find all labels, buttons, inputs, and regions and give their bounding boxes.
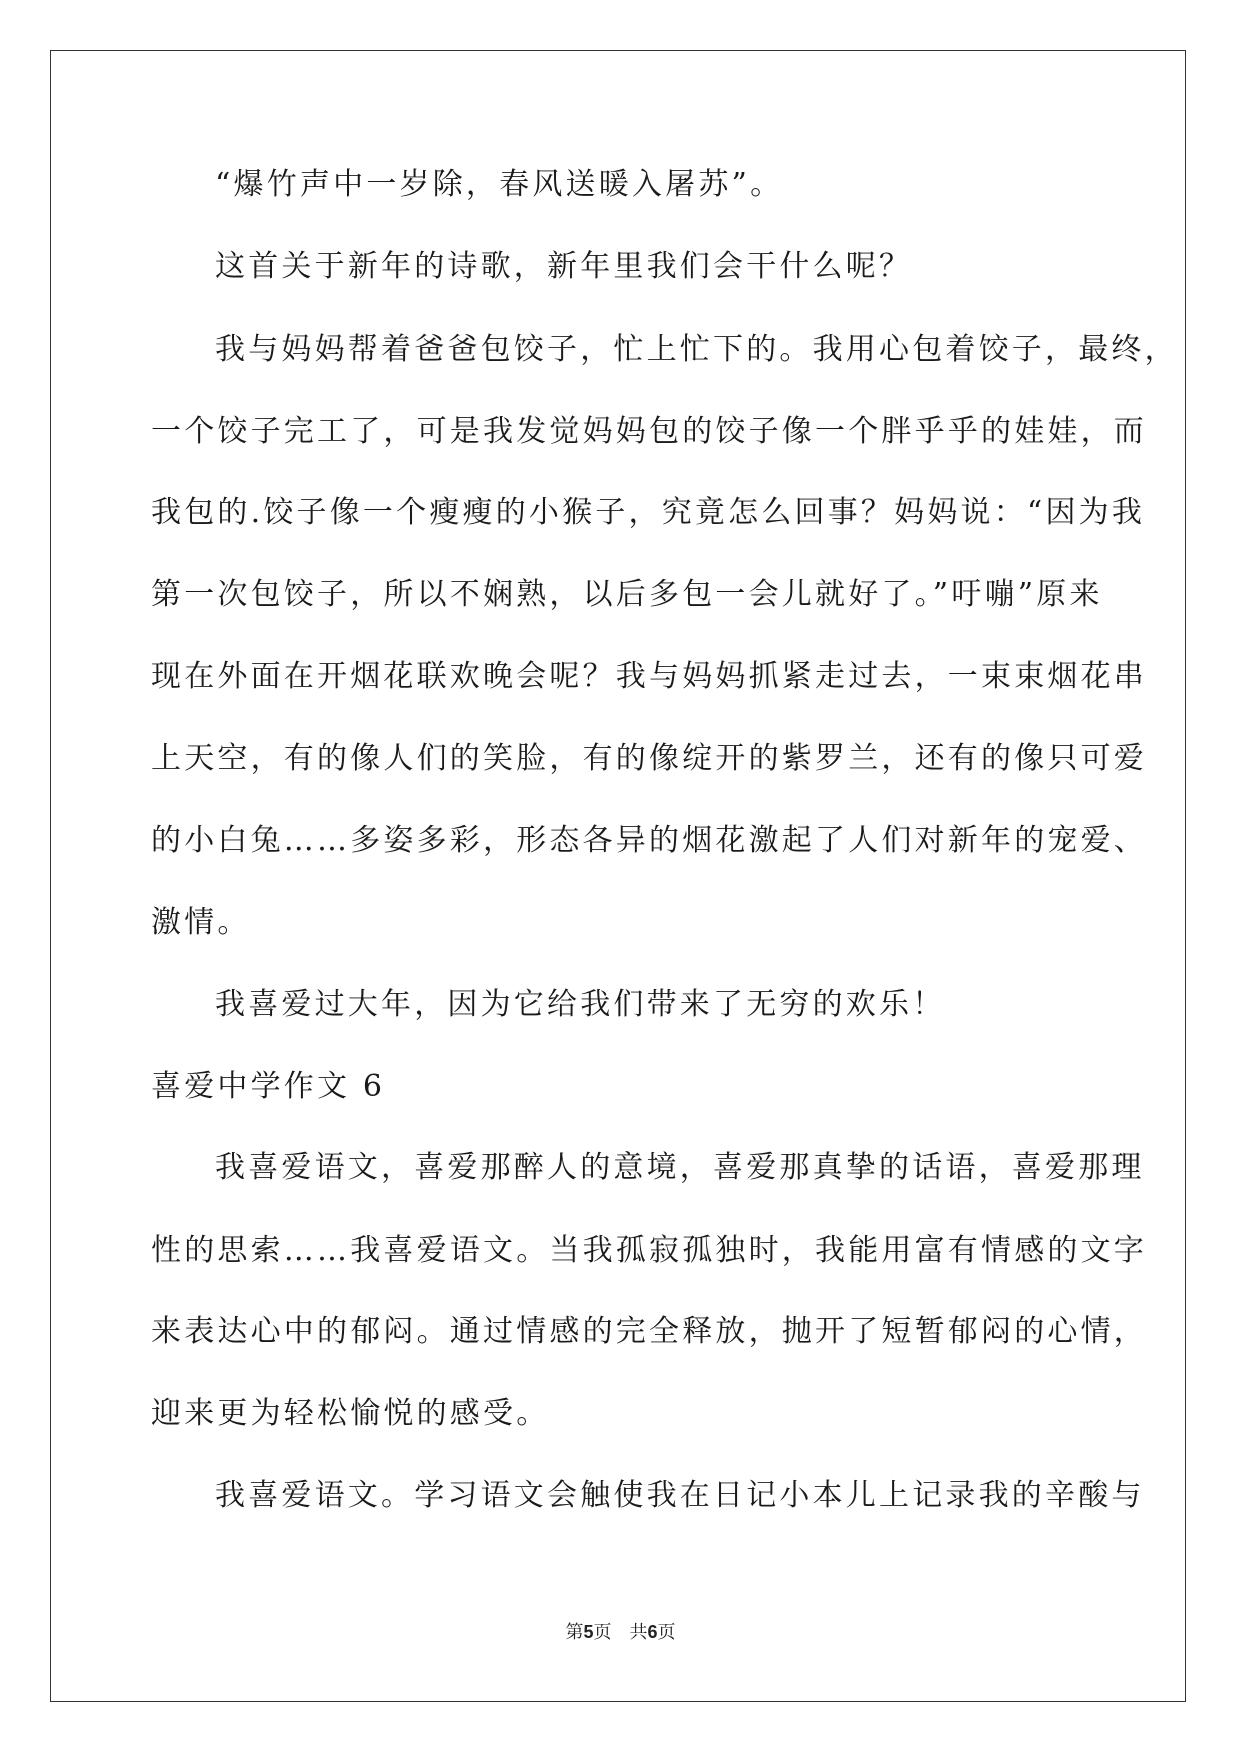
paragraph-line: 上天空，有的像人们的笑脸，有的像绽开的紫罗兰，还有的像只可爱 xyxy=(151,741,1147,776)
paragraph-line: 来表达心中的郁闷。通过情感的完全释放，抛开了短暂郁闷的心情， xyxy=(151,1314,1147,1349)
paragraph-line: 我喜爱语文，喜爱那醉人的意境，喜爱那真挚的话语，喜爱那理 xyxy=(215,1150,1145,1185)
paragraph-line: 我喜爱过大年，因为它给我们带来了无穷的欢乐！ xyxy=(215,987,946,1022)
paragraph-line: 性的思索……我喜爱语文。当我孤寂孤独时，我能用富有情感的文字 xyxy=(151,1233,1147,1268)
page-border xyxy=(50,50,1186,1702)
page-footer xyxy=(0,1618,1241,1644)
footer-page-suffix: 页 xyxy=(593,1622,612,1643)
paragraph-line: 一个饺子完工了，可是我发觉妈妈包的饺子像一个胖乎乎的娃娃，而 xyxy=(151,414,1147,449)
paragraph-line: 的小白兔……多姿多彩，形态各异的烟花激起了人们对新年的宠爱、 xyxy=(151,823,1147,858)
paragraph-line: 这首关于新年的诗歌，新年里我们会干什么呢？ xyxy=(215,249,913,284)
paragraph-line: 现在外面在开烟花联欢晚会呢？我与妈妈抓紧走过去，一束束烟花串 xyxy=(151,659,1147,694)
current-page-number: 5 xyxy=(583,1622,594,1642)
footer-total-suffix: 页 xyxy=(657,1622,676,1643)
paragraph-line: 我喜爱语文。学习语文会触使我在日记小本儿上记录我的辛酸与 xyxy=(215,1478,1145,1513)
paragraph-line: “爆竹声中一岁除，春风送暖入屠苏”。 xyxy=(215,167,784,202)
paragraph-line: 我包的.饺子像一个瘦瘦的小猴子，究竟怎么回事？妈妈说：“因为我 xyxy=(151,495,1146,530)
paragraph-line: 迎来更为轻松愉悦的感受。 xyxy=(151,1396,550,1431)
total-page-number: 6 xyxy=(647,1622,658,1642)
paragraph-line: 第一次包饺子，所以不娴熟，以后多包一会儿就好了。”吁嘣”原来 xyxy=(151,577,1103,612)
paragraph-line: 我与妈妈帮着爸爸包饺子，忙上忙下的。我用心包着饺子，最终， xyxy=(215,332,1178,367)
paragraph-line: 激情。 xyxy=(151,905,251,940)
section-heading: 喜爱中学作文 6 xyxy=(151,1069,386,1104)
footer-prefix: 第 xyxy=(565,1622,584,1643)
footer-total-prefix: 共 xyxy=(629,1622,648,1643)
